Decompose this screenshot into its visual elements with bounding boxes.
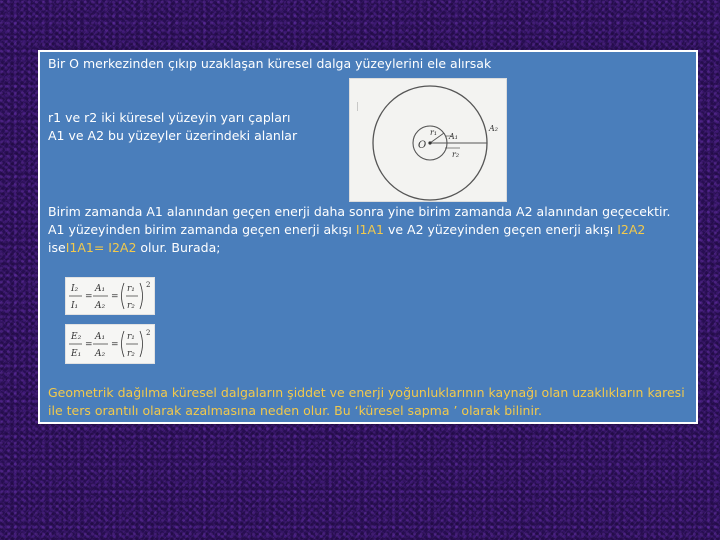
svg-text:|: | bbox=[356, 102, 360, 112]
intro-text: Bir O merkezinden çıkıp uzaklaşan küresel dalga yüzeylerini ele alırsak bbox=[48, 56, 492, 71]
svg-text:=: = bbox=[85, 340, 93, 350]
formula2-left-num: E₂ bbox=[71, 332, 82, 342]
highlight-i2a2: I2A2 bbox=[617, 222, 646, 237]
label-r2: r₂ bbox=[452, 150, 460, 159]
formula2-exponent: 2 bbox=[146, 329, 151, 337]
formula2-right-den: r₂ bbox=[127, 349, 135, 359]
formula1-mid-den: A₂ bbox=[95, 301, 106, 311]
highlight-i1a1: I1A1 bbox=[355, 222, 385, 237]
highlight-equation: I1A1= I2A2 bbox=[65, 240, 137, 255]
svg-text:=: = bbox=[85, 292, 93, 302]
formula2-mid-num: A₁ bbox=[95, 332, 106, 342]
formula1-left-num: I₂ bbox=[71, 284, 79, 294]
content-panel bbox=[38, 50, 698, 424]
formula2-mid-den: A₂ bbox=[95, 349, 106, 359]
energy-text-4: olur. Burada; bbox=[136, 240, 221, 255]
conclusion-text: Geometrik dağılma küresel dalgaların şiddet ve enerji yoğunluklarının kaynağı olan uzaklıkların karesi ile ters orantılı olarak azalmasına neden olur. Bu ‘küresel sapma ’ olarak bilinir. bbox=[48, 385, 685, 418]
svg-text:=: = bbox=[111, 340, 119, 350]
formula1-left-den: I₁ bbox=[71, 301, 79, 311]
label-a2: A₂ bbox=[489, 124, 498, 133]
concentric-circles-diagram bbox=[350, 79, 506, 201]
energy-text-3: ise bbox=[48, 240, 66, 255]
label-a1: A₁ bbox=[449, 132, 458, 141]
intensity-ratio-formula bbox=[65, 277, 155, 315]
formula1-exponent: 2 bbox=[146, 281, 151, 289]
energy-paragraph bbox=[48, 203, 688, 257]
formula2-right-num: r₁ bbox=[127, 332, 135, 342]
formula1-mid-num: A₁ bbox=[95, 284, 106, 294]
formula2-left-den: E₁ bbox=[71, 349, 82, 359]
label-o: O bbox=[418, 140, 427, 151]
spherical-wave-figure bbox=[349, 78, 507, 202]
radius-text: r1 ve r2 iki küresel yüzeyin yarı çapları bbox=[48, 110, 291, 125]
label-r1: r₁ bbox=[430, 128, 438, 137]
energy-text-2: ve A2 yüzeyinden geçen enerji akışı bbox=[384, 222, 618, 237]
energy-text-1: Birim zamanda A1 alanından geçen enerji daha sonra yine birim zamanda A2 alanından geçecektir. A1 yüzeyinden birim zamanda geçen enerji akışı bbox=[48, 204, 671, 237]
formula1-right-num: r₁ bbox=[127, 284, 135, 294]
area-text: A1 ve A2 bu yüzeyler üzerindeki alanlar bbox=[48, 128, 298, 143]
formula1-right-den: r₂ bbox=[127, 301, 135, 311]
energy-ratio-formula bbox=[65, 324, 155, 364]
svg-text:=: = bbox=[111, 292, 119, 302]
